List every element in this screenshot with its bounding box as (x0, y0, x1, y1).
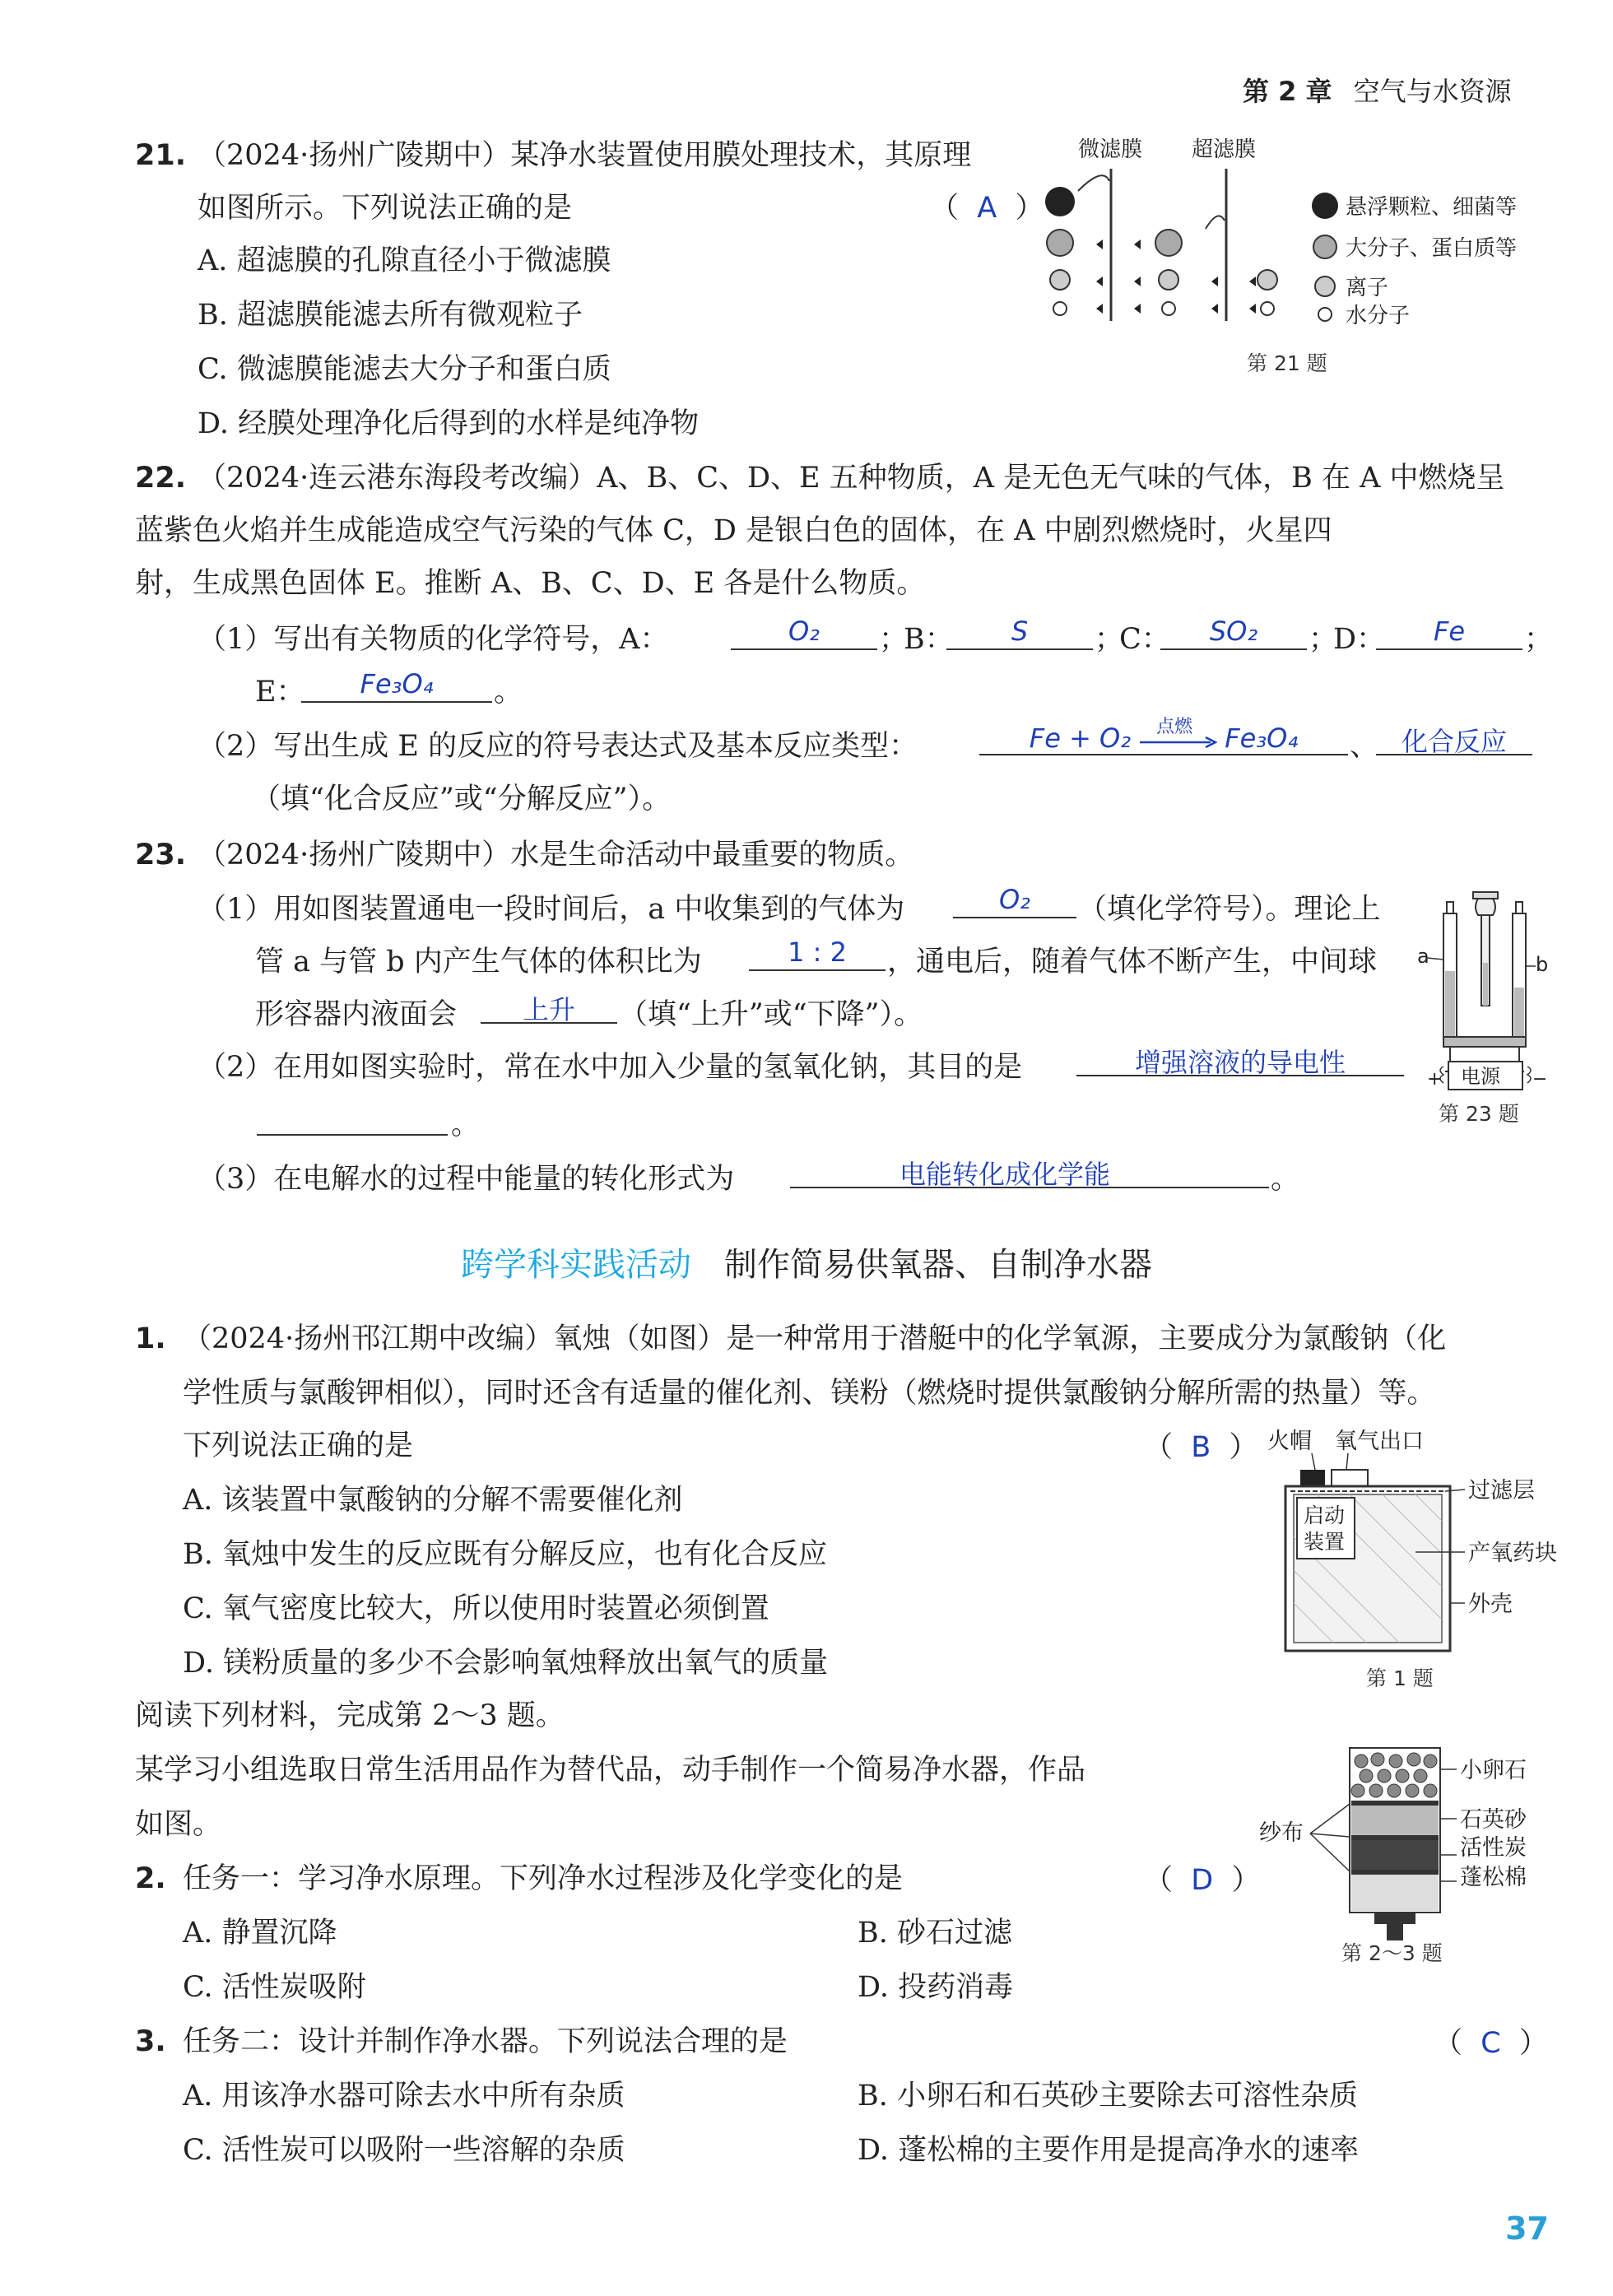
separator: ； (879, 623, 909, 656)
legend-ion: 离子 (1346, 276, 1389, 300)
answer-blank-energy: 电能转化成化学能 (790, 1154, 1269, 1188)
option-b: B. 氧烛中发生的反应既有分解反应，也有化合反应 (183, 1538, 827, 1571)
question-number: 2. (135, 1862, 166, 1895)
question-number: 21. (135, 139, 187, 172)
question-stem: （2024·扬州邗江期中改编）氧烛（如图）是一种常用于潜艇中的化学氧源，主要成分为氯酸钠（化 (183, 1322, 1447, 1355)
part-1-hint: （填“上升”或“下降”）。 (619, 998, 923, 1031)
ultra-membrane-label: 超滤膜 (1192, 137, 1257, 162)
tube-b-label: b (1536, 953, 1549, 976)
cotton-label: 蓬松棉 (1460, 1865, 1527, 1890)
reaction-condition: 点燃 (1156, 717, 1193, 737)
legend-water: 水分子 (1346, 304, 1411, 328)
option-b: B. 超滤膜能滤去所有微观粒子 (198, 299, 583, 332)
question-stem: （2024·扬州广陵期中）某净水装置使用膜处理技术，其原理 (198, 139, 972, 172)
option-c: C. 活性炭吸附 (183, 1971, 366, 2004)
part-1-line-1: （1）用如图装置通电一段时间后，a 中收集到的气体为 (198, 893, 905, 926)
option-d: D. 经膜处理净化后得到的水样是纯净物 (198, 407, 700, 440)
start-label-2: 装置 (1304, 1530, 1346, 1554)
micro-membrane-label: 微滤膜 (1078, 137, 1143, 162)
water-filter-diagram (1259, 1736, 1555, 1967)
answer-blank-purpose: 增强溶液的导电性 (1076, 1042, 1404, 1076)
option-a: A. 该装置中氯酸钠的分解不需要催化剂 (183, 1484, 683, 1517)
answer-blank-continuation (257, 1101, 448, 1136)
start-label-1: 启动 (1304, 1504, 1346, 1527)
part-1-line-3: 形容器内液面会 (255, 998, 458, 1031)
option-d: D. 投药消毒 (858, 1971, 1014, 2004)
option-d: D. 蓬松棉的主要作用是提高净水的速率 (858, 2134, 1360, 2167)
option-a: A. 静置沉降 (183, 1917, 337, 1950)
answer-bracket: （ B ） (1144, 1431, 1258, 1464)
separator: ； (1095, 623, 1124, 656)
label-d: D： (1333, 623, 1386, 656)
part-2-hint: （填“化合反应”或“分解反应”）。 (252, 783, 672, 816)
power-label: 电源 (1461, 1065, 1500, 1088)
part-1-line-2: 管 a 与管 b 内产生气体的体积比为 (255, 946, 702, 978)
tube-a-label: a (1417, 945, 1429, 968)
reading-text: 某学习小组选取日常生活用品作为替代品，动手制作一个简易净水器，作品 (135, 1754, 1086, 1787)
question-stem: 学性质与氯酸钾相似），同时还含有适量的催化剂、镁粉（燃烧时提供氯酸钠分解所需的热量）等。 (183, 1377, 1436, 1410)
answer-blank-c: SO₂ (1160, 616, 1307, 650)
part-3-prompt: （3）在电解水的过程中能量的转化形式为 (198, 1163, 735, 1196)
answer-blank-level: 上升 (481, 989, 617, 1024)
outlet-label: 氧气出口 (1335, 1429, 1424, 1454)
membrane-diagram (1037, 132, 1547, 387)
separator: 、 (1350, 730, 1379, 763)
question-stem: 射，生成黑色固体 E。推断 A、B、C、D、E 各是什么物质。 (135, 567, 926, 600)
question-number: 3. (135, 2025, 166, 2058)
reading-text: 如图。 (135, 1808, 222, 1841)
separator: ； (1309, 623, 1338, 656)
answer-blank-gas: O₂ (953, 884, 1076, 918)
question-stem: 任务二：设计并制作净水器。下列说法合理的是 (183, 2025, 788, 2058)
answer-bracket: （ A ） (930, 192, 1044, 225)
reaction-type-blank: 化合反应 (1376, 721, 1532, 755)
option-c: C. 氧气密度比较大，所以使用时装置必须倒置 (183, 1592, 769, 1625)
question-stem: 如图所示。下列说法正确的是 (198, 192, 573, 225)
question-stem: （2024·连云港东海段考改编）A、B、C、D、E 五种物质，A 是无色无气味的气体，B 在 A 中燃烧呈 (198, 462, 1505, 495)
figure-caption: 第 2～3 题 (1341, 1941, 1443, 1965)
filter-label: 过滤层 (1468, 1478, 1535, 1504)
separator: ； (1524, 623, 1554, 656)
legend-suspended: 悬浮颗粒、细菌等 (1346, 195, 1518, 220)
section-title-highlight: 跨学科实践活动 (461, 1246, 691, 1284)
page-number: 37 (1505, 2210, 1549, 2247)
pebble-label: 小卵石 (1460, 1758, 1527, 1783)
part-1-line-2-tail: ，通电后，随着气体不断产生，中间球 (887, 946, 1378, 978)
question-stem: 下列说法正确的是 (183, 1429, 414, 1462)
gauze-label: 纱布 (1259, 1820, 1304, 1846)
carbon-label: 活性炭 (1460, 1835, 1527, 1861)
part-1-prompt: （1）写出有关物质的化学符号，A： (198, 623, 669, 656)
answer-blank-ratio: 1 : 2 (749, 937, 886, 971)
cap-label: 火帽 (1267, 1429, 1312, 1454)
period: 。 (494, 676, 523, 709)
electrolysis-diagram (1415, 881, 1555, 1136)
answer-blank-d: Fe (1376, 616, 1522, 650)
equation-blank: Fe + O₂ 点燃 Fe₃O₄ (979, 721, 1348, 755)
label-e: E： (255, 676, 305, 709)
reaction-arrow (1138, 724, 1217, 752)
option-c: C. 微滤膜能滤去大分子和蛋白质 (198, 353, 611, 386)
figure-caption: 第 23 题 (1439, 1102, 1519, 1126)
figure-caption: 第 1 题 (1366, 1666, 1434, 1690)
option-a: A. 用该净水器可除去水中所有杂质 (183, 2080, 625, 2112)
question-number: 23. (135, 839, 187, 871)
part-1-hint: （填化学符号）。理论上 (1078, 893, 1381, 926)
negative-terminal: − (1532, 1069, 1548, 1090)
part-2-prompt: （2）在用如图实验时，常在水中加入少量的氢氧化钠，其目的是 (198, 1051, 1023, 1084)
figure-caption: 第 21 题 (1247, 351, 1327, 375)
answer-blank-e: Fe₃O₄ (301, 668, 492, 703)
chapter-label: 第 2 章 空气与水资源 (1243, 76, 1512, 107)
reading-intro: 阅读下列材料，完成第 2～3 题。 (135, 1699, 565, 1732)
answer-bracket: （ C ） (1434, 2027, 1548, 2060)
question-stem: 任务一：学习净水原理。下列净水过程涉及化学变化的是 (183, 1862, 904, 1895)
question-number: 22. (135, 462, 187, 495)
shell-label: 外壳 (1468, 1592, 1513, 1617)
period: 。 (1271, 1163, 1300, 1196)
question-stem: （2024·扬州广陵期中）水是生命活动中最重要的物质。 (198, 839, 914, 871)
option-b: B. 砂石过滤 (858, 1917, 1012, 1950)
label-c: C： (1119, 623, 1170, 656)
section-title-text: 制作简易供氧器、自制净水器 (724, 1246, 1152, 1284)
oxygen-candle-diagram (1267, 1422, 1564, 1702)
option-d: D. 镁粉质量的多少不会影响氧烛释放出氧气的质量 (183, 1647, 829, 1680)
part-2-prompt: （2）写出生成 E 的反应的符号表达式及基本反应类型： (198, 730, 918, 763)
block-label: 产氧药块 (1468, 1541, 1557, 1566)
answer-blank-b: S (946, 616, 1093, 650)
option-c: C. 活性炭可以吸附一些溶解的杂质 (183, 2134, 625, 2167)
answer-blank-a: O₂ (731, 616, 877, 650)
option-b: B. 小卵石和石英砂主要除去可溶性杂质 (858, 2080, 1358, 2112)
answer-bracket: （ D ） (1144, 1864, 1261, 1897)
quartz-label: 石英砂 (1460, 1807, 1527, 1833)
option-a: A. 超滤膜的孔隙直径小于微滤膜 (198, 244, 611, 277)
period: 。 (451, 1108, 481, 1141)
positive-terminal: + (1427, 1069, 1443, 1090)
section-title (0, 1239, 1613, 1285)
question-number: 1. (135, 1322, 166, 1355)
label-b: B： (904, 623, 954, 656)
question-stem: 蓝紫色火焰并生成能造成空气污染的气体 C，D 是银白色的固体，在 A 中剧烈燃烧时，火星四 (135, 514, 1332, 547)
legend-macromolecule: 大分子、蛋白质等 (1346, 236, 1518, 261)
